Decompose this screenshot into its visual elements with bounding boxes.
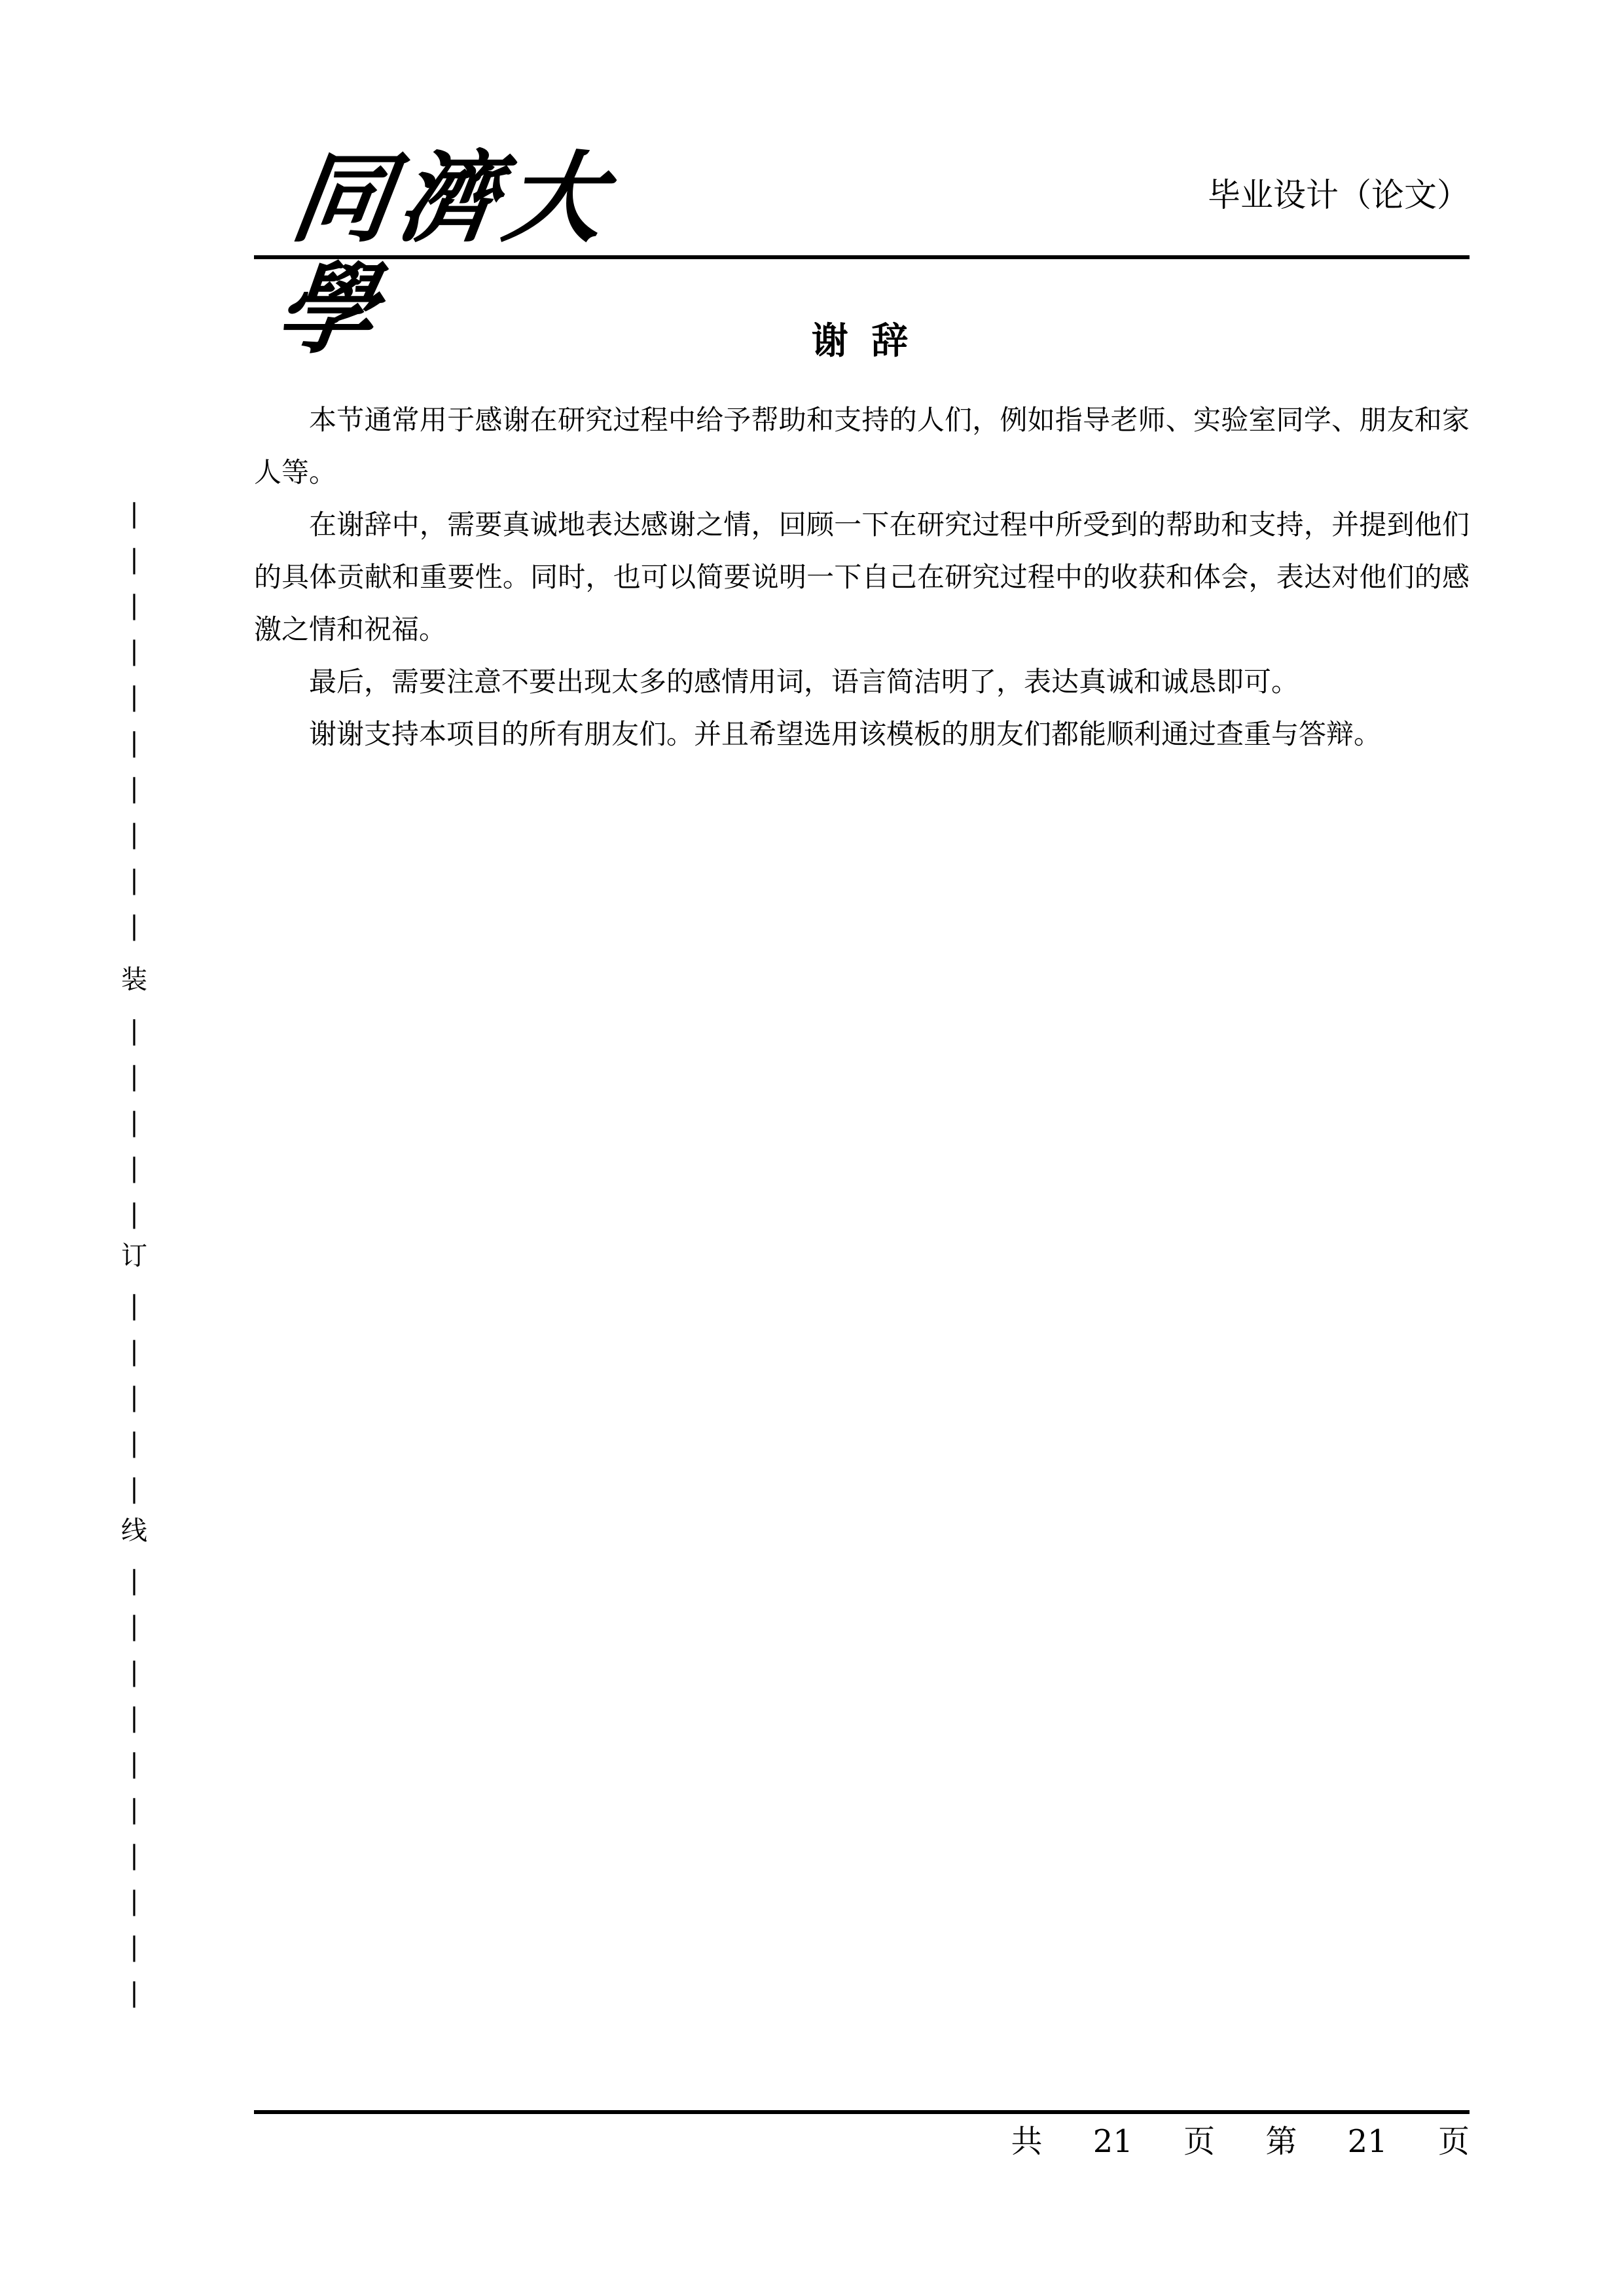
paragraph-2: 在谢辞中，需要真诚地表达感谢之情，回顾一下在研究过程中所受到的帮助和支持，并提到他们的具体贡献和重要性。同时，也可以简要说明一下自己在研究过程中的收获和体会，表达对他们的感激之情和祝福。: [254, 509, 1470, 645]
footer-current-prefix: 第: [1265, 2123, 1297, 2160]
section-title: 谢 辞: [811, 320, 914, 363]
binding-mark: |: [130, 499, 139, 529]
binding-line: [105, 497, 164, 2016]
binding-mark: |: [130, 1291, 139, 1321]
binding-mark: |: [130, 1474, 139, 1504]
binding-mark: |: [130, 590, 139, 620]
binding-mark: |: [130, 1107, 139, 1138]
binding-mark: |: [130, 636, 139, 666]
binding-mark: |: [130, 1428, 139, 1458]
paragraph-4: 谢谢支持本项目的所有朋友们。并且希望选用该模板的朋友们都能顺利通过查重与答辩。: [309, 718, 1382, 750]
binding-mark: |: [130, 774, 139, 804]
binding-mark: |: [130, 1199, 139, 1229]
binding-mark: |: [130, 1062, 139, 1092]
paragraph-1: 本节通常用于感谢在研究过程中给予帮助和支持的人们，例如指导老师、实验室同学、朋友和家人等。: [254, 404, 1470, 488]
footer-page-unit: 页: [1437, 2123, 1470, 2160]
header-rule: [254, 255, 1470, 259]
body-text: [254, 394, 1470, 761]
footer-page-unit: 页: [1183, 2123, 1216, 2160]
binding-mark: |: [130, 1336, 139, 1367]
binding-label-ding: 订: [121, 1241, 147, 1271]
binding-mark: |: [130, 682, 139, 712]
footer-current-page: 21: [1347, 2123, 1388, 2160]
binding-label-zhuang: 装: [121, 965, 147, 995]
binding-mark: |: [130, 1978, 139, 2008]
binding-mark: |: [130, 865, 139, 895]
binding-mark: |: [130, 1153, 139, 1183]
binding-mark: |: [130, 1657, 139, 1687]
binding-mark: |: [130, 1016, 139, 1046]
binding-label-xian: 线: [121, 1516, 147, 1546]
binding-mark: |: [130, 545, 139, 575]
binding-mark: |: [130, 911, 139, 941]
footer-total-prefix: 共: [1011, 2123, 1043, 2160]
page-footer: [1011, 2115, 1470, 2168]
binding-mark: |: [130, 1886, 139, 1916]
footer-total-pages: 21: [1092, 2123, 1133, 2160]
binding-mark: |: [130, 819, 139, 850]
binding-mark: |: [130, 1382, 139, 1412]
binding-mark: |: [130, 1749, 139, 1779]
binding-mark: |: [130, 1611, 139, 1641]
binding-mark: |: [130, 1703, 139, 1733]
paragraph-3: 最后，需要注意不要出现太多的感情用词，语言简洁明了，表达真诚和诚恳即可。: [309, 666, 1299, 698]
university-logo: 同濟大學: [269, 141, 620, 367]
footer-rule: [254, 2110, 1470, 2114]
binding-mark: |: [130, 1566, 139, 1596]
binding-mark: |: [130, 728, 139, 758]
header-subtitle: 毕业设计（论文）: [1208, 176, 1470, 214]
binding-mark: |: [130, 1932, 139, 1962]
binding-mark: |: [130, 1840, 139, 1871]
binding-mark: |: [130, 1795, 139, 1825]
